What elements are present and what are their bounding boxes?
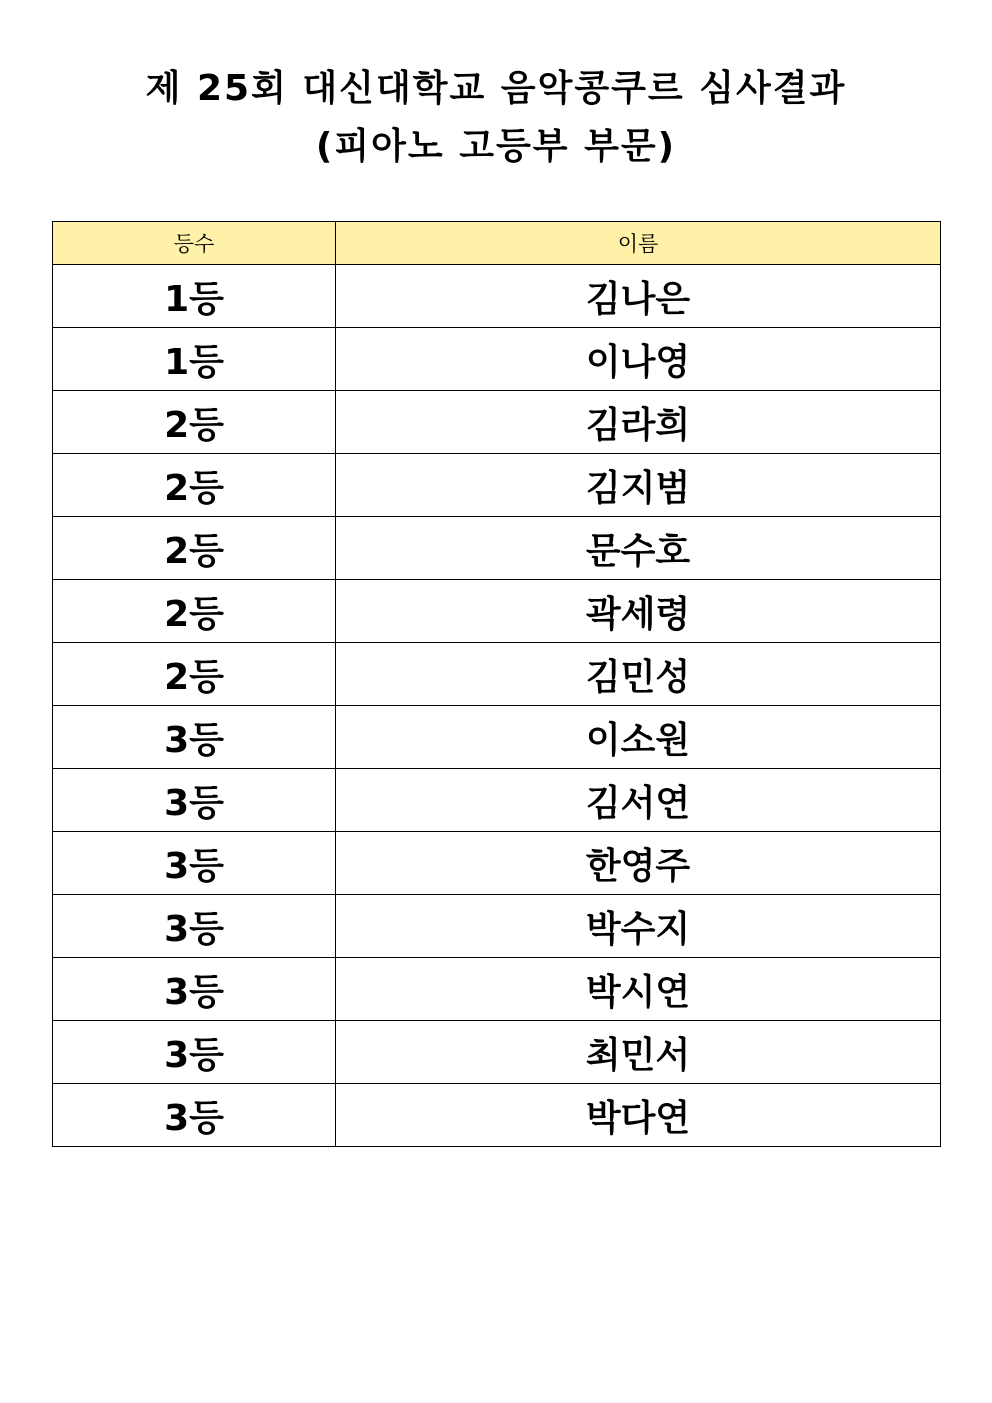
table-row [53,580,941,643]
rank-cell: 2등 [53,454,336,517]
rank-cell: 3등 [53,1084,336,1147]
name-cell: 박시연 [336,958,941,1021]
name-cell: 김나은 [336,265,941,328]
table-row [53,769,941,832]
name-cell: 최민서 [336,1021,941,1084]
results-table [52,221,941,1147]
table-row [53,1021,941,1084]
name-cell: 김라희 [336,391,941,454]
name-cell: 곽세령 [336,580,941,643]
table-row [53,454,941,517]
header-rank: 등수 [53,222,336,265]
table-row [53,706,941,769]
table-row [53,958,941,1021]
header-name: 이름 [336,222,941,265]
rank-cell: 1등 [53,265,336,328]
name-cell: 한영주 [336,832,941,895]
name-cell: 박다연 [336,1084,941,1147]
rank-cell: 2등 [53,580,336,643]
table-row [53,643,941,706]
rank-cell: 3등 [53,1021,336,1084]
table-row [53,391,941,454]
name-cell: 김민성 [336,643,941,706]
name-cell: 이나영 [336,328,941,391]
rank-cell: 3등 [53,769,336,832]
rank-cell: 1등 [53,328,336,391]
name-cell: 문수호 [336,517,941,580]
rank-cell: 2등 [53,643,336,706]
table-row [53,832,941,895]
document-title [0,60,992,176]
table-row [53,1084,941,1147]
table-row [53,328,941,391]
name-cell: 이소원 [336,706,941,769]
table-header-row [53,222,941,265]
rank-cell: 2등 [53,517,336,580]
rank-cell: 2등 [53,391,336,454]
rank-cell: 3등 [53,832,336,895]
table-row [53,265,941,328]
name-cell: 박수지 [336,895,941,958]
name-cell: 김서연 [336,769,941,832]
title-line-1: 제 25회 대신대학교 음악콩쿠르 심사결과 [145,68,847,109]
rank-cell: 3등 [53,958,336,1021]
rank-cell: 3등 [53,895,336,958]
table-row [53,895,941,958]
title-line-2: (피아노 고등부 부문) [315,126,677,167]
table-row [53,517,941,580]
rank-cell: 3등 [53,706,336,769]
name-cell: 김지범 [336,454,941,517]
